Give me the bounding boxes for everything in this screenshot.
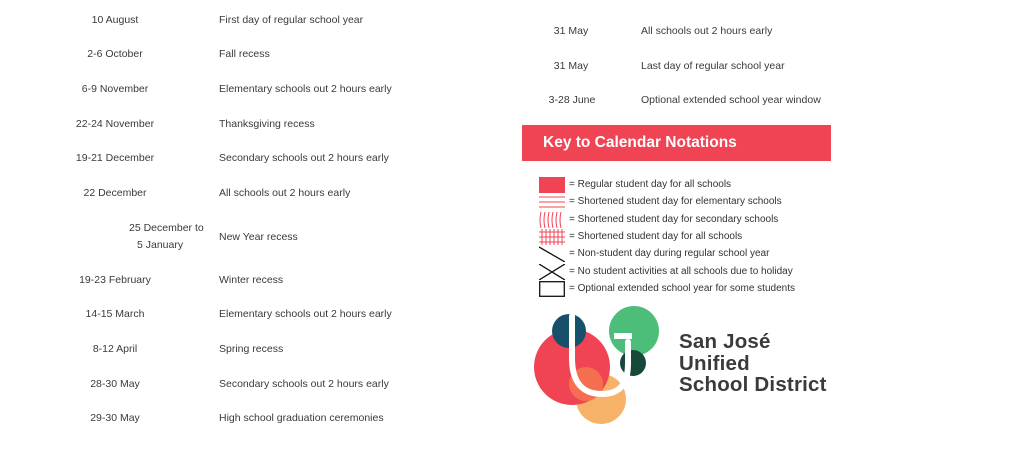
key-label: = No student activities at all schools due to holiday [569, 266, 793, 277]
key-label: = Regular student day for all schools [569, 179, 732, 190]
key-label: = Shortened student day for all schools [569, 231, 743, 242]
event-date-line-1: 25 December to [129, 222, 204, 234]
event-date: 22 December [83, 187, 147, 199]
diagonal-line-swatch-icon [539, 246, 565, 262]
event-description: High school graduation ceremonies [219, 412, 384, 424]
event-description: Secondary schools out 2 hours early [219, 378, 389, 390]
event-date: 31 May [553, 60, 589, 72]
district-name-line-1: San José [679, 330, 771, 353]
event-description: Winter recess [219, 274, 284, 286]
outline-box-swatch-icon [539, 281, 565, 297]
district-logo-mark-icon [530, 306, 670, 426]
key-label: = Shortened student day for secondary schools [569, 214, 779, 225]
vertical-lines-swatch-icon [539, 212, 565, 228]
key-item [539, 194, 839, 211]
event-description: All schools out 2 hours early [219, 187, 351, 199]
solid-red-swatch-icon [539, 177, 565, 193]
event-date-line-2: 5 January [137, 239, 184, 251]
event-description: Last day of regular school year [641, 60, 785, 72]
key-item [539, 229, 839, 246]
event-date: 10 August [91, 14, 139, 26]
event-description: New Year recess [219, 231, 298, 243]
event-date: 29-30 May [90, 412, 140, 424]
event-date: 31 May [553, 25, 589, 37]
grid-lines-swatch-icon [539, 229, 565, 245]
district-name [679, 331, 827, 396]
key-header: Key to Calendar Notations [522, 125, 831, 161]
event-description: Elementary schools out 2 hours early [219, 308, 392, 320]
key-item [539, 246, 839, 263]
event-date: 3-28 June [548, 94, 596, 106]
event-description: Optional extended school year window [641, 94, 821, 106]
event-description: All schools out 2 hours early [641, 25, 773, 37]
event-date: 14-15 March [85, 308, 145, 320]
event-description: Secondary schools out 2 hours early [219, 152, 389, 164]
key-item [539, 281, 839, 298]
event-date: 2-6 October [87, 48, 143, 60]
district-name-line-2: Unified [679, 351, 750, 375]
event-date: 19-23 February [79, 274, 151, 286]
district-logo [530, 306, 830, 426]
event-date: 19-21 December [75, 152, 155, 164]
key-label: = Non-student day during regular school year [569, 248, 770, 259]
event-description: Elementary schools out 2 hours early [219, 83, 392, 95]
event-description: First day of regular school year [219, 14, 364, 26]
event-date: 8-12 April [92, 343, 138, 355]
key-item [539, 264, 839, 281]
event-date: 6-9 November [81, 83, 149, 95]
key-item [539, 212, 839, 229]
district-name-line-3: School District [679, 373, 827, 396]
event-description: Thanksgiving recess [219, 118, 315, 130]
event-description: Fall recess [219, 48, 270, 60]
key-label: = Shortened student day for elementary schools [569, 196, 782, 207]
event-date: 22-24 November [75, 118, 155, 130]
key-item [539, 177, 839, 194]
x-cross-swatch-icon [539, 264, 565, 280]
event-date: 28-30 May [90, 378, 140, 390]
key-label: = Optional extended school year for some students [569, 283, 795, 294]
horizontal-lines-swatch-icon [539, 194, 565, 210]
event-description: Spring recess [219, 343, 284, 355]
